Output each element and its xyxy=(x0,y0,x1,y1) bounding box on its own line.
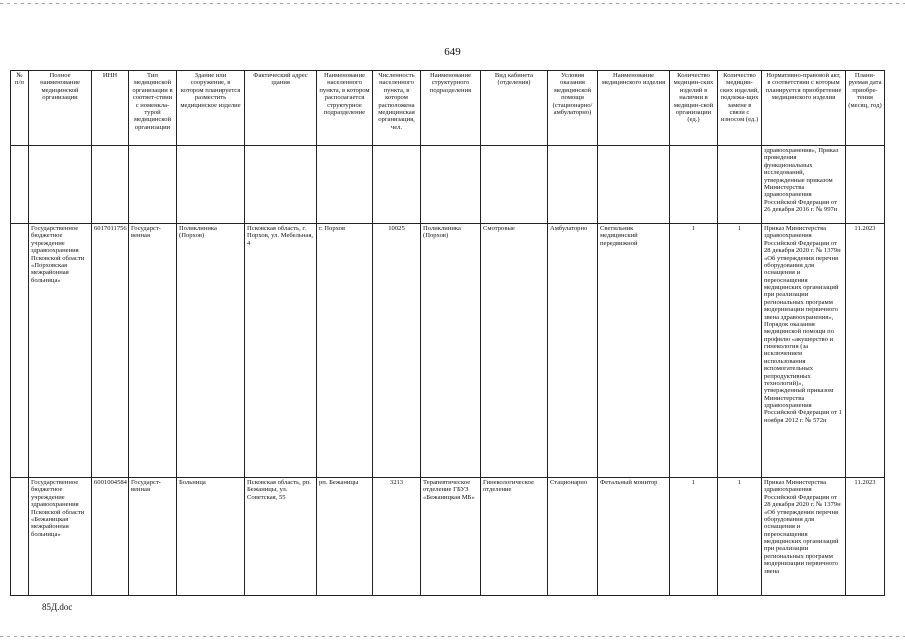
unit-name: Поликлиника (Порхов) xyxy=(421,224,481,478)
header-cell: Плани-руемая дата приобре-тения (месяц, год) xyxy=(846,71,885,146)
purchase-date: 11.2023 xyxy=(846,478,885,596)
header-cell: Численность населенного пункта, в котором расположена медицинская организация, чел. xyxy=(373,71,421,146)
care-conditions: Амбулаторно xyxy=(548,224,598,478)
scan-artifact-top xyxy=(0,3,905,4)
row-number xyxy=(11,478,29,596)
table-row xyxy=(11,224,885,478)
settlement: г. Порхов xyxy=(317,224,373,478)
page-number: 649 xyxy=(444,46,461,58)
header-cell: Количество медицин-ских изделий, подлежа-щих замене в связи с износом (ед.) xyxy=(718,71,762,146)
device-name: Светильник медицинский передвижной xyxy=(598,224,670,478)
header-cell: Здание или сооружение, в котором планируется разместить медицинское изделие xyxy=(177,71,245,146)
header-cell: № п/п xyxy=(11,71,29,146)
medical-equipment-table xyxy=(10,70,885,596)
header-cell: Условия оказания медицинской помощи (стационарно/ амбулаторно) xyxy=(548,71,598,146)
continuation-act-cell: здравоохранения», Приказ проведения функциональных исследований, утвержденные приказом Министерства здравоохранения Российской Федерации от 26 декабря 2016 г. № 997н xyxy=(762,146,846,224)
org-type: Государст-венная xyxy=(129,224,177,478)
org-name: Государственное бюджетное учреждение здравоохранения Псковской области «Бежаницкая межрайонная больница» xyxy=(29,478,92,596)
building: Поликлиника (Порхов) xyxy=(177,224,245,478)
inn: 6001004584 xyxy=(92,478,129,596)
qty-have: 1 xyxy=(670,224,718,478)
header-cell: Вид кабинета (отделения) xyxy=(481,71,548,146)
address: Псковская область, рп. Бежаницы, ул. Советская, 55 xyxy=(245,478,317,596)
legal-act: Приказ Министерства здравоохранения Российской Федерации от 28 декабря 2020 г. № 1379н «Об утверждении перечня оборудования для оснащения и переоснащения медицинских организаций при реализации региональных программ модернизации первичного звена xyxy=(762,478,846,596)
org-type: Государст-венная xyxy=(129,478,177,596)
address: Псковская область, г. Порхов, ул. Мебельная, 4 xyxy=(245,224,317,478)
cabinet-type: Гинекологическое отделение xyxy=(481,478,548,596)
header-cell: Фактический адрес здания xyxy=(245,71,317,146)
legal-act: Приказ Министерства здравоохранения Российской Федерации от 28 декабря 2020 г. № 1379н «Об утверждении перечня оборудования для оснащения и переоснащения медицинских организаций при реализации региональных программ модернизации первичного звена здравоохранения», Порядок оказания медицинской помощи по профилю «акушерство и гинекология (за исключением использования вспомогательных репродуктивных технологий)», утвержденный приказом Министерства здравоохранения Российской Федерации от 1 ноября 2012 г. № 572н xyxy=(762,224,846,478)
table-header-row xyxy=(11,71,885,146)
table-row xyxy=(11,478,885,596)
header-cell: Нормативно-правовой акт, в соответствии с которым планируется приобретение медицинского изделия xyxy=(762,71,846,146)
building: Больница xyxy=(177,478,245,596)
inn: 6017011756 xyxy=(92,224,129,478)
unit-name: Терапевтическое отделение ГБУЗ «Бежаницкая МБ» xyxy=(421,478,481,596)
footer-filename: 85Д.doc xyxy=(42,602,73,612)
row-number xyxy=(11,224,29,478)
care-conditions: Стационарно xyxy=(548,478,598,596)
org-name: Государственное бюджетное учреждение здравоохранения Псковской области «Порховская межрайонная больница» xyxy=(29,224,92,478)
population: 10025 xyxy=(373,224,421,478)
header-cell: Наименование населенного пункта, в котором располагается структурное подразделение xyxy=(317,71,373,146)
qty-have: 1 xyxy=(670,478,718,596)
header-cell: Наименование медицинского изделия xyxy=(598,71,670,146)
population: 3213 xyxy=(373,478,421,596)
qty-replace: 1 xyxy=(718,478,762,596)
scan-artifact-bottom xyxy=(0,636,905,637)
header-cell: Полное наименование медицинской организации xyxy=(29,71,92,146)
continuation-row xyxy=(11,146,885,224)
cabinet-type: Смотровые xyxy=(481,224,548,478)
device-name: Фетальный монитор xyxy=(598,478,670,596)
purchase-date: 11.2023 xyxy=(846,224,885,478)
header-cell: Наименование структурного подразделения xyxy=(421,71,481,146)
qty-replace: 1 xyxy=(718,224,762,478)
header-cell: ИНН xyxy=(92,71,129,146)
header-cell: Количество медицин-ских изделий в наличии в медицин-ской организации (ед.) xyxy=(670,71,718,146)
header-cell: Тип медицинской организации в соответ-ствии с номенкла-турой медицинской организации xyxy=(129,71,177,146)
settlement: рп. Бежаницы xyxy=(317,478,373,596)
